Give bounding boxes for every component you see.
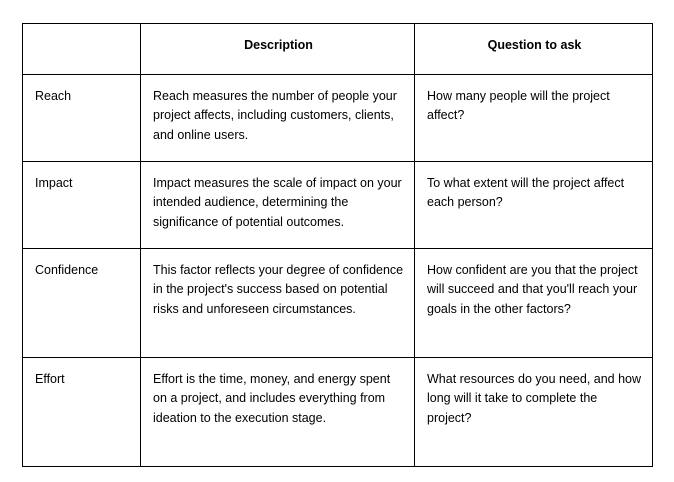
row-question-effort	[415, 358, 653, 467]
table-header-row	[23, 24, 653, 75]
factor-label: Reach	[35, 89, 72, 103]
table-row	[23, 75, 653, 162]
description-text: This factor reflects your degree of confidence in the project's success based on potential risks and unforeseen circumstances.	[153, 263, 404, 316]
row-description-reach	[141, 75, 415, 162]
factor-label: Effort	[35, 372, 65, 386]
row-factor-confidence	[23, 249, 141, 358]
description-text: Reach measures the number of people your project affects, including customers, clients, and online users.	[153, 89, 397, 142]
table-body	[23, 75, 653, 467]
column-header-question-label: Question to ask	[487, 38, 582, 52]
rice-framework-table	[22, 23, 653, 467]
row-factor-reach	[23, 75, 141, 162]
row-description-confidence	[141, 249, 415, 358]
rice-framework-table-wrapper	[22, 23, 652, 467]
row-factor-impact	[23, 162, 141, 249]
factor-label: Confidence	[35, 263, 99, 277]
table-row	[23, 162, 653, 249]
description-text: Impact measures the scale of impact on your intended audience, determining the significance of potential outcomes.	[153, 176, 402, 229]
row-question-impact	[415, 162, 653, 249]
table-header	[23, 24, 653, 75]
row-question-confidence	[415, 249, 653, 358]
question-text: How confident are you that the project will succeed and that you'll reach your goals in the other factors?	[427, 263, 638, 316]
table-row	[23, 358, 653, 467]
question-text: How many people will the project affect?	[427, 89, 610, 123]
column-header-description	[141, 24, 415, 75]
column-header-question	[415, 24, 653, 75]
question-text: What resources do you need, and how long will it take to complete the project?	[427, 372, 642, 425]
factor-label: Impact	[35, 176, 73, 190]
table-row	[23, 249, 653, 358]
row-description-impact	[141, 162, 415, 249]
column-header-description-label: Description	[244, 38, 313, 52]
description-text: Effort is the time, money, and energy spent on a project, and includes everything from ideation to the execution stage.	[153, 372, 391, 425]
row-factor-effort	[23, 358, 141, 467]
row-question-reach	[415, 75, 653, 162]
column-header-factor	[23, 24, 141, 75]
row-description-effort	[141, 358, 415, 467]
question-text: To what extent will the project affect each person?	[427, 176, 625, 210]
